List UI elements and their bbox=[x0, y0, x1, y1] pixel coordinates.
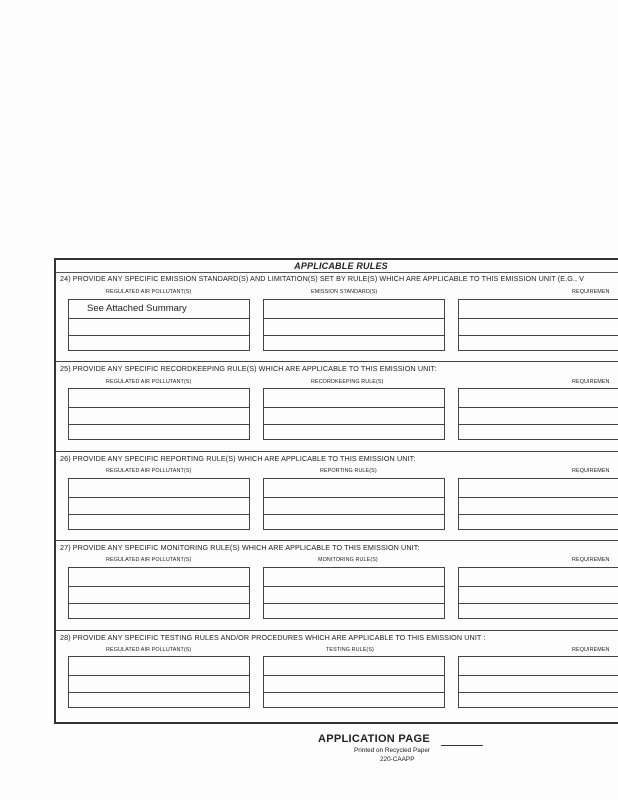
section-title: 26) PROVIDE ANY SPECIFIC REPORTING RULE(S) WHICH ARE APPLICABLE TO THIS EMISSION UNIT: bbox=[60, 454, 416, 463]
col-rule-label: REPORTING RULE(S) bbox=[320, 468, 377, 474]
col-requirement-label: REQUIREMEN bbox=[572, 468, 610, 474]
applicable-rules-form bbox=[54, 258, 618, 724]
summary-value: See Attached Summary bbox=[87, 303, 187, 314]
form-header: APPLICABLE RULES bbox=[56, 260, 618, 273]
col-pollutant-label: REGULATED AIR POLLUTANT(S) bbox=[106, 647, 192, 653]
rule-field[interactable] bbox=[263, 388, 445, 440]
rule-field[interactable] bbox=[263, 567, 445, 619]
recycled-paper-note: Printed on Recycled Paper bbox=[354, 747, 431, 754]
section-title: 28) PROVIDE ANY SPECIFIC TESTING RULES AND/OR PROCEDURES WHICH ARE APPLICABLE TO THIS EMISSION UNIT : bbox=[60, 633, 486, 642]
rule-field[interactable] bbox=[263, 299, 445, 351]
col-pollutant-label: REGULATED AIR POLLUTANT(S) bbox=[106, 468, 192, 474]
requirement-field[interactable] bbox=[458, 478, 618, 530]
requirement-field[interactable] bbox=[458, 567, 618, 619]
col-requirement-label: REQUIREMEN bbox=[572, 289, 610, 295]
col-pollutant-label: REGULATED AIR POLLUTANT(S) bbox=[106, 379, 192, 385]
col-requirement-label: REQUIREMEN bbox=[572, 379, 610, 385]
col-rule-label: MONITORING RULE(S) bbox=[318, 557, 378, 563]
pollutant-field[interactable] bbox=[68, 656, 250, 708]
section-divider bbox=[56, 540, 618, 541]
requirement-field[interactable] bbox=[458, 299, 618, 351]
col-pollutant-label: REGULATED AIR POLLUTANT(S) bbox=[106, 557, 192, 563]
pollutant-field[interactable] bbox=[68, 299, 250, 351]
form-code: 220-CAAPP bbox=[380, 756, 415, 763]
section-divider bbox=[56, 361, 618, 362]
requirement-field[interactable] bbox=[458, 388, 618, 440]
requirement-field[interactable] bbox=[458, 656, 618, 708]
col-requirement-label: REQUIREMEN bbox=[572, 557, 610, 563]
col-pollutant-label: REGULATED AIR POLLUTANT(S) bbox=[106, 289, 192, 295]
section-title: 25) PROVIDE ANY SPECIFIC RECORDKEEPING RULE(S) WHICH ARE APPLICABLE TO THIS EMISSION UNIT: bbox=[60, 364, 437, 373]
application-page-title: APPLICATION PAGE bbox=[318, 733, 430, 745]
pollutant-field[interactable] bbox=[68, 567, 250, 619]
page-number-line[interactable] bbox=[441, 745, 483, 746]
section-divider bbox=[56, 451, 618, 452]
pollutant-field[interactable] bbox=[68, 388, 250, 440]
section-title: 24) PROVIDE ANY SPECIFIC EMISSION STANDARD(S) AND LIMITATION(S) SET BY RULE(S) WHICH ARE APPLICABLE TO THIS EMISSION UNIT (E.G., V bbox=[60, 274, 585, 283]
col-rule-label: TESTING RULE(S) bbox=[326, 647, 374, 653]
col-rule-label: EMISSION STANDARD(S) bbox=[311, 289, 378, 295]
section-title: 27) PROVIDE ANY SPECIFIC MONITORING RULE(S) WHICH ARE APPLICABLE TO THIS EMISSION UNIT: bbox=[60, 543, 420, 552]
rule-field[interactable] bbox=[263, 478, 445, 530]
pollutant-field[interactable] bbox=[68, 478, 250, 530]
section-divider bbox=[56, 630, 618, 631]
rule-field[interactable] bbox=[263, 656, 445, 708]
col-rule-label: RECORDKEEPING RULE(S) bbox=[311, 379, 384, 385]
col-requirement-label: REQUIREMEN bbox=[572, 647, 610, 653]
